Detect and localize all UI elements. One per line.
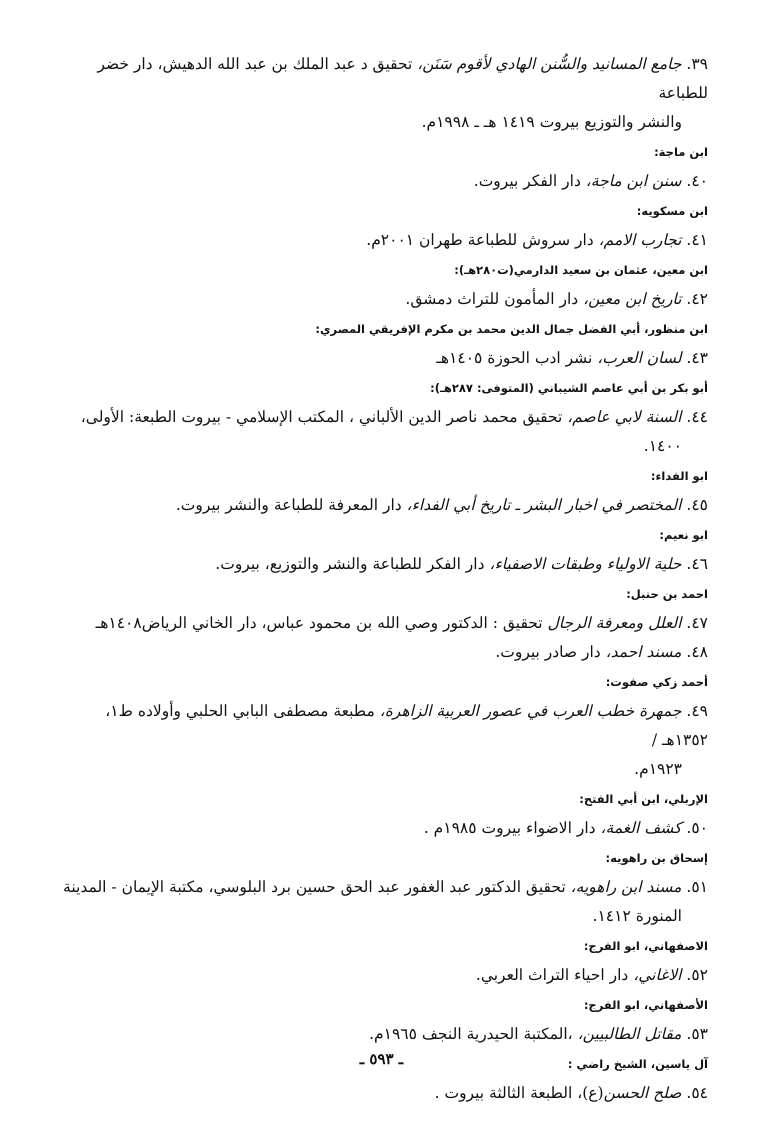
entry-number: ٤١. xyxy=(686,231,708,249)
entry-details: (ع)، الطبعة الثالثة بيروت . xyxy=(434,1084,604,1102)
entry-details: نشر ادب الحوزة ١٤٠٥هـ xyxy=(436,349,598,367)
entry-title: السنة لابي عاصم، xyxy=(567,408,682,426)
entry-number: ٤٧. xyxy=(686,614,708,632)
entry-title: مسند ابن راهويه، xyxy=(570,878,682,896)
bibliography-entry xyxy=(60,167,708,196)
entry-number: ٤٦. xyxy=(686,555,708,573)
entry-details: دار المعرفة للطباعة والنشر بيروت. xyxy=(175,496,407,514)
entry-details: تحقيق : الدكتور وصي الله بن محمود عباس، دار الخاني الرياض١٤٠٨هـ xyxy=(95,614,548,632)
entry-number: ٥٤. xyxy=(686,1084,708,1102)
entry-continuation: ١٩٢٣م. xyxy=(634,760,682,778)
bibliography-entry xyxy=(60,226,708,255)
entry-continuation: ١٤٠٠. xyxy=(643,437,682,455)
entry-title: تاريخ ابن معين، xyxy=(583,290,682,308)
author-heading: آل ياسين، الشيخ راضي : xyxy=(567,1057,708,1071)
entry-number: ٣٩. xyxy=(686,55,708,73)
entry-title: جمهرة خطب العرب في عصور العربية الزاهرة، xyxy=(379,702,682,720)
bibliography-entry xyxy=(60,403,708,461)
entry-title: مسند احمد، xyxy=(605,643,682,661)
author-heading: ابو نعيم: xyxy=(659,528,708,542)
entry-title: لسان العرب، xyxy=(597,349,682,367)
author-heading: ابو الفداء: xyxy=(650,469,708,483)
author-heading: ابن معين، عثمان بن سعيد الدارمي(ت٢٨٠هـ): xyxy=(454,263,708,277)
entry-details: دار صادر بيروت. xyxy=(495,643,606,661)
author-heading: احمد بن حنبل: xyxy=(626,587,708,601)
entry-number: ٥٣. xyxy=(686,1025,708,1043)
author-heading: الأصفهاني، ابو الفرج: xyxy=(583,998,708,1012)
bibliography-entry xyxy=(60,1020,708,1049)
entry-details: تحقيق الدكتور عبد الغفور عبد الحق حسين برد البلوسي، مكتبة الإيمان - المدينة xyxy=(63,878,571,896)
author-heading: ابن مسكويه: xyxy=(636,204,708,218)
entry-details: دار احياء التراث العربي. xyxy=(475,966,634,984)
entry-details: دار الفكر للطباعة والنشر والتوزيع، بيروت. xyxy=(215,555,490,573)
bibliography-entry xyxy=(60,50,708,137)
entry-number: ٤٤. xyxy=(686,408,708,426)
entry-number: ٤٢. xyxy=(686,290,708,308)
entry-number: ٥٢. xyxy=(686,966,708,984)
bibliography-page xyxy=(60,50,708,1108)
author-heading: الاصفهاني، ابو الفرج: xyxy=(583,939,708,953)
author-heading: إسحاق بن راهويه: xyxy=(605,851,708,865)
entry-number: ٤٨. xyxy=(686,643,708,661)
entry-title: جامع المسانيد والسُّنن الهادي لأقوم سَنَن، xyxy=(417,55,682,73)
page-number: ـ ٥٩٣ ـ xyxy=(359,1050,404,1068)
entry-title: الاغاني، xyxy=(633,966,682,984)
author-heading: ابن ماجة: xyxy=(654,145,708,159)
entry-number: ٤٠. xyxy=(686,172,708,190)
entry-details: ،المكتبة الحيدرية النجف ١٩٦٥م. xyxy=(369,1025,578,1043)
entry-number: ٤٩. xyxy=(686,702,708,720)
entry-title: العلل ومعرفة الرجال xyxy=(547,614,682,632)
entry-number: ٥٠. xyxy=(686,819,708,837)
bibliography-entry xyxy=(60,491,708,520)
bibliography-entry xyxy=(60,873,708,931)
entry-title: سنن ابن ماجة، xyxy=(585,172,682,190)
bibliography-entry xyxy=(60,344,708,373)
entry-number: ٤٣. xyxy=(686,349,708,367)
entry-number: ٤٥. xyxy=(686,496,708,514)
bibliography-entry xyxy=(60,814,708,843)
bibliography-entry xyxy=(60,697,708,784)
entry-continuation: والنشر والتوزيع بيروت ١٤١٩ هـ ـ ١٩٩٨م. xyxy=(421,113,682,131)
entry-details: دار الفكر بيروت. xyxy=(473,172,586,190)
entry-title: مقاتل الطالبيين، xyxy=(577,1025,682,1043)
entry-title: تجارب الامم، xyxy=(598,231,682,249)
entry-details: دار المأمون للتراث دمشق. xyxy=(405,290,584,308)
entry-details: دار الاضواء بيروت ١٩٨٥م . xyxy=(423,819,601,837)
author-heading: أحمد زكي صفوت: xyxy=(605,675,708,689)
entry-details: تحقيق محمد ناصر الدين الألباني ، المكتب الإسلامي - بيروت الطبعة: الأولى، xyxy=(80,408,568,426)
entry-title: صلح الحسن xyxy=(603,1084,682,1102)
entry-details: تحقيق د عبد الملك بن عبد الله الدهيش، دار خضر للطباعة xyxy=(97,55,708,102)
entry-number: ٥١. xyxy=(686,878,708,896)
entry-details: مطبعة مصطفى البابي الحلبي وأولاده ط١، ١٣٥٢هـ / xyxy=(105,702,708,749)
bibliography-entry xyxy=(60,1079,708,1108)
bibliography-entry xyxy=(60,638,708,667)
author-heading: الإربلي، ابن أبي الفتح: xyxy=(579,792,708,806)
author-heading: ابن منظور، أبي الفضل جمال الدين محمد بن مكرم الإفريقي المصري: xyxy=(315,322,708,336)
entry-title: حلية الاولياء وطبقات الاصفياء، xyxy=(489,555,682,573)
bibliography-entry xyxy=(60,961,708,990)
entry-title: المختصر في اخبار البشر ـ تاريخ أبي الفداء، xyxy=(406,496,682,514)
bibliography-entry xyxy=(60,285,708,314)
entry-title: كشف الغمة، xyxy=(600,819,682,837)
bibliography-entry xyxy=(60,609,708,638)
bibliography-entry xyxy=(60,550,708,579)
entry-continuation: المنورة ١٤١٢. xyxy=(592,907,682,925)
entry-details: دار سروش للطباعة طهران ٢٠٠١م. xyxy=(366,231,599,249)
author-heading: أبو بكر بن أبي عاصم الشيباني (المتوفى: ٢٨٧هـ): xyxy=(430,381,708,395)
